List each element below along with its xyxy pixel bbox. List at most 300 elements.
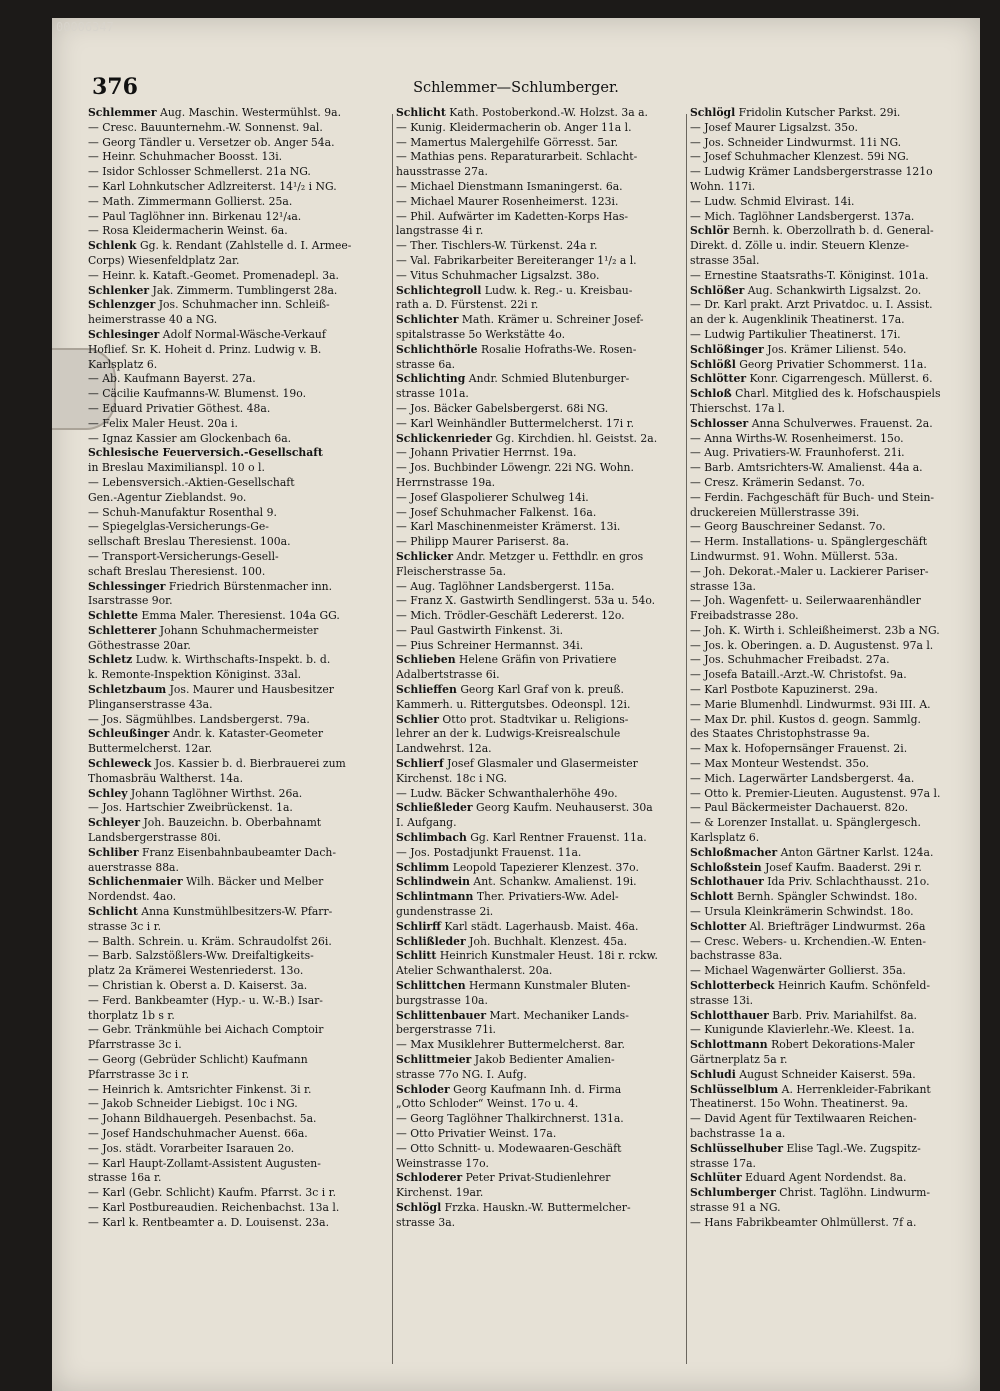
entry-text: — Vitus Schuhmacher Ligsalzst. 38o. [396,268,600,282]
entry-text: Fleischerstrasse 5a. [396,564,506,578]
entry-surname: Schlenker [88,283,150,297]
directory-line [396,920,682,935]
directory-line [396,964,682,979]
entry-surname: Schlicht [396,106,446,119]
directory-line [88,269,388,284]
entry-surname: Schletzbaum [88,683,167,697]
entry-text: burgstrasse 10a. [396,993,488,1007]
entry-text: — David Agent für Textilwaaren Reichen- [690,1112,917,1126]
directory-line [690,949,976,964]
entry-text: — Ludwig Partikulier Theatinerst. 17i. [690,327,901,341]
directory-line [88,1097,388,1112]
entry-text: — Ignaz Kassier am Glockenbach 6a. [88,431,292,445]
directory-line [88,150,388,165]
directory-line [88,284,388,299]
directory-line [88,1112,388,1127]
entry-text: Gärtnerplatz 5a r. [690,1053,788,1066]
entry-text: — Joh. Dekorat.-Maler u. Lackierer Pariser- [690,564,929,578]
directory-line [690,1112,976,1127]
entry-surname: Schlör [690,224,730,238]
entry-surname: Schlierf [396,757,444,771]
directory-line [88,1053,388,1068]
entry-text: thorplatz 1b s r. [88,1008,175,1022]
entry-surname: Schlenzger [88,298,156,312]
entry-text: an der k. Augenklinik Theatinerst. 17a. [690,313,905,327]
directory-line [88,1157,388,1172]
entry-text: — Spiegelglas-Versicherungs-Ge- [88,520,269,534]
directory-line [690,313,976,328]
directory-line [88,861,388,876]
entry-text: Gg. k. Rendant (Zahlstelle d. I. Armee- [139,239,352,253]
entry-text: Gen.-Agentur Zieblandst. 9o. [88,490,247,504]
directory-line [396,313,682,328]
entry-text: strasse 13i. [690,993,754,1007]
entry-text: Pfarrstrasse 3c i r. [88,1067,190,1081]
directory-line [690,580,976,595]
entry-text: Georg Kaufm. Neuhauserst. 30a [476,801,653,815]
directory-line [690,609,976,624]
directory-line [88,506,388,521]
entry-text: — Phil. Aufwärter im Kadetten-Korps Has- [396,209,629,223]
directory-line [690,861,976,876]
entry-text: Andr. k. Kataster-Geometer [172,727,324,741]
directory-line [88,402,388,417]
entry-text: spitalstrasse 5o Werkstätte 4o. [396,327,566,341]
entry-text: Nordendst. 4ao. [88,890,177,904]
entry-text: Konr. Cigarrengesch. Müllerst. 6. [749,372,933,386]
directory-line [396,594,682,609]
directory-line [396,1009,682,1024]
entry-text: — Heinrich k. Amtsrichter Finkenst. 3i r. [88,1082,312,1096]
entry-text: schaft Breslau Theresienst. 100. [88,564,266,578]
entry-text: gundenstrasse 2i. [396,905,494,919]
entry-text: — Jos. Hartschier Zweibrückenst. 1a. [88,801,293,815]
directory-line [88,639,388,654]
directory-line [88,713,388,728]
directory-line [88,935,388,950]
directory-line [396,254,682,269]
entry-surname: Schlimbach [396,831,467,845]
directory-line [88,1083,388,1098]
entry-text: Christ. Taglöhn. Lindwurm- [779,1186,930,1200]
entry-surname: Schlichting [396,372,466,386]
directory-line [88,372,388,387]
entry-surname: Schlickenrieder [396,431,492,445]
directory-line [690,1171,976,1186]
directory-line [396,713,682,728]
entry-text: — Hans Fabrikbeamter Ohlmüllerst. 7f a. [690,1215,917,1229]
entry-text: Kammerh. u. Rittergutsbes. Odeonspl. 12i. [396,697,631,711]
entry-text: Isarstrasse 9or. [88,594,173,608]
entry-text: — Jos. Sägmühlbes. Landsbergerst. 79a. [88,712,310,726]
entry-text: Landwehrst. 12a. [396,742,492,756]
entry-surname: Schlitt [396,949,437,963]
entry-text: Bernh. Spängler Schwindst. 18o. [736,890,918,904]
entry-surname: Schlittenbauer [396,1008,487,1022]
entry-text: — Mamertus Malergehilfe Görresst. 5ar. [396,135,619,149]
directory-line [690,106,976,121]
directory-line [396,1157,682,1172]
entry-text: Otto prot. Stadtvikar u. Religions- [442,712,629,726]
directory-line [690,372,976,387]
entry-text: — Joh. K. Wirth i. Schleißheimerst. 23b a NG. [690,623,940,637]
entry-text: — Isidor Schlosser Schmellerst. 21a NG. [88,165,311,179]
directory-page [52,18,980,1391]
directory-line [88,609,388,624]
entry-text: Gg. Karl Rentner Frauenst. 11a. [470,831,647,845]
directory-line [690,417,976,432]
entry-text: strasse 3a. [396,1215,456,1229]
entry-text: Hoflief. Sr. K. Hoheit d. Prinz. Ludwig v. B. [88,342,322,356]
entry-text: Adalbertstrasse 6i. [396,668,500,682]
directory-line [88,668,388,683]
directory-line [88,994,388,1009]
entry-text: in Breslau Maximilianspl. 10 o l. [88,461,265,475]
directory-line [690,1038,976,1053]
entry-text: — Marie Blumenhdl. Lindwurmst. 93i III. A. [690,697,931,711]
directory-line [690,387,976,402]
entry-text: — Paul Bäckermeister Dachauerst. 82o. [690,801,908,815]
entry-text: bachstrasse 83a. [690,949,783,963]
entry-surname: Schloßstein [690,860,762,874]
directory-line [690,816,976,831]
entry-text: Karlsplatz 6. [88,357,158,371]
entry-text: Landsbergerstrasse 80i. [88,831,221,845]
entry-text: — Jos. städt. Vorarbeiter Isarauen 2o. [88,1141,295,1155]
directory-line [88,1068,388,1083]
entry-text: — Jos. Schneider Lindwurmst. 11i NG. [690,135,902,149]
column-rule [392,114,393,1364]
entry-text: Lindwurmst. 91. Wohn. Müllerst. 53a. [690,549,898,563]
entry-surname: Schloderer [396,1171,463,1185]
directory-line [396,816,682,831]
entry-surname: Schlette [88,609,139,623]
directory-line [396,210,682,225]
directory-line [690,343,976,358]
entry-text: strasse 91 a NG. [690,1200,781,1214]
entry-surname: Schlichter [396,313,459,327]
entry-text: — Val. Fabrikarbeiter Bereiteranger 1¹/₂ a l. [396,253,637,267]
entry-text: — Cresz. Krämerin Sedanst. 7o. [690,475,865,489]
entry-text: platz 2a Krämerei Westenriederst. 13o. [88,964,304,978]
directory-line [396,698,682,713]
directory-line [88,210,388,225]
entry-text: Herrnstrasse 19a. [396,475,496,489]
entry-text: Plinganserstrasse 43a. [88,697,213,711]
entry-text: — Ernestine Staatsraths-T. Königinst. 101a. [690,268,929,282]
directory-line [88,520,388,535]
entry-text: „Otto Schloder“ Weinst. 17o u. 4. [396,1097,579,1111]
directory-line [396,890,682,905]
entry-text: Ludw. k. Wirthschafts-Inspekt. b. d. [135,653,331,667]
directory-line [396,624,682,639]
entry-text: Robert Dekorations-Maler [771,1038,915,1052]
directory-line [396,343,682,358]
directory-line [690,476,976,491]
directory-line [396,846,682,861]
entry-text: lehrer an der k. Ludwigs-Kreisrealschule [396,727,621,741]
directory-line [88,180,388,195]
entry-text: — Heinr. Schuhmacher Boosst. 13i. [88,150,283,164]
entry-text: hausstrasse 27a. [396,165,488,179]
directory-line [88,1009,388,1024]
directory-line [690,491,976,506]
entry-text: — Karl Postbote Kapuzinerst. 29a. [690,683,878,697]
directory-line [396,106,682,121]
directory-line [396,831,682,846]
directory-line [396,180,682,195]
entry-surname: Schlötter [690,372,747,386]
entry-surname: Schlüsselhuber [690,1141,784,1155]
entry-text: auerstrasse 88a. [88,860,179,874]
entry-surname: Schlicht [88,905,138,919]
directory-line [88,461,388,476]
directory-line [396,1171,682,1186]
running-head: Schlemmer—Schlumberger. [413,80,619,96]
entry-text: Karl städt. Lagerhausb. Maist. 46a. [444,919,639,933]
directory-line [396,358,682,373]
entry-surname: Schlüter [690,1171,742,1185]
entry-text: Andr. Metzger u. Fetthdlr. en gros [456,549,644,563]
entry-surname: Schlicker [396,549,454,563]
directory-line [690,787,976,802]
directory-line [396,461,682,476]
directory-line [396,683,682,698]
directory-line [396,550,682,565]
directory-line [88,949,388,964]
entry-text: Mart. Mechaniker Lands- [489,1008,629,1022]
directory-line [690,698,976,713]
entry-surname: Schlimm [396,860,450,874]
directory-line [690,979,976,994]
entry-text: — Heinr. k. Kataft.-Geomet. Promenadepl. 3a. [88,268,339,282]
entry-text: — Kunig. Kleidermacherin ob. Anger 11a l. [396,120,632,134]
entry-text: Direkt. d. Zölle u. indir. Steuern Klenze- [690,239,909,253]
directory-line [88,580,388,595]
entry-text: August Schneider Kaiserst. 59a. [739,1067,916,1081]
directory-line [690,1157,976,1172]
entry-text: — Ther. Tischlers-W. Türkenst. 24a r. [396,239,598,253]
directory-line [690,1201,976,1216]
directory-line [690,165,976,180]
directory-line [88,1186,388,1201]
entry-text: — Schuh-Manufaktur Rosenthal 9. [88,505,277,519]
directory-line [396,653,682,668]
directory-line [396,1201,682,1216]
directory-line [396,787,682,802]
entry-surname: Schlosser [690,416,749,430]
entry-text: A. Herrenkleider-Fabrikant [781,1082,931,1096]
entry-text: strasse 77o NG. I. Aufg. [396,1067,527,1081]
entry-surname: Schlittchen [396,979,466,993]
entry-text: — Josef Maurer Ligsalzst. 35o. [690,120,858,134]
entry-text: — Otto k. Premier-Lieuten. Augustenst. 97a l. [690,786,941,800]
entry-text: Jos. Schuhmacher inn. Schleiß- [158,298,330,312]
entry-text: — Ludw. Bäcker Schwanthalerhöhe 49o. [396,786,618,800]
directory-line [690,195,976,210]
entry-text: — Mich. Lagerwärter Landsbergerst. 4a. [690,771,915,785]
directory-line [690,358,976,373]
entry-text: — Transport-Versicherungs-Gesell- [88,549,279,563]
entry-text: — Josefa Bataill.-Arzt.-W. Christofst. 9a. [690,668,907,682]
entry-text: — Jos. k. Oberingen. a. D. Augustenst. 97a l. [690,638,934,652]
entry-text: — Michael Maurer Rosenheimerst. 123i. [396,194,619,208]
directory-line [88,1171,388,1186]
directory-line [690,328,976,343]
directory-line [396,1083,682,1098]
entry-text: — Johann Privatier Herrnst. 19a. [396,446,577,460]
entry-text: rath a. D. Fürstenst. 22i r. [396,298,539,312]
entry-text: — Ferd. Bankbeamter (Hyp.- u. W.-B.) Isar- [88,993,323,1007]
entry-text: Joh. Bauzeichn. b. Oberbahnamt [143,816,322,830]
entry-text: — Pius Schreiner Hermannst. 34i. [396,638,584,652]
directory-line [690,446,976,461]
entry-text: — Math. Zimmermann Gollierst. 25a. [88,194,293,208]
entry-text: — Michael Wagenwärter Gollierst. 35a. [690,964,906,978]
directory-line [690,1023,976,1038]
entry-text: — Karl Postbureaudien. Reichenbachst. 13a l. [88,1200,340,1214]
entry-text: — Max Monteur Westendst. 35o. [690,757,869,771]
entry-text: Friedrich Bürstenmacher inn. [168,579,333,593]
entry-surname: Schloder [396,1082,450,1096]
column-2 [396,106,682,1231]
directory-line [690,713,976,728]
entry-text: — Philipp Maurer Pariserst. 8a. [396,535,570,549]
entry-surname: Schlittmeier [396,1053,472,1066]
directory-line [690,210,976,225]
directory-line [396,757,682,772]
entry-text: Atelier Schwanthalerst. 20a. [396,964,553,978]
entry-text: Frzka. Hauskn.-W. Buttermelcher- [444,1200,631,1214]
entry-surname: Schlessinger [88,579,166,593]
entry-text: — Jos. Postadjunkt Frauenst. 11a. [396,845,582,859]
directory-line [88,727,388,742]
directory-line [396,1053,682,1068]
directory-line [396,772,682,787]
directory-line [88,757,388,772]
directory-line [88,535,388,550]
directory-line [88,432,388,447]
entry-text: — Ab. Kaufmann Bayerst. 27a. [88,372,256,386]
directory-line [88,787,388,802]
entry-text: Kirchenst. 18c i NG. [396,771,507,785]
directory-line [88,1142,388,1157]
entry-surname: Schlißleder [396,934,466,948]
directory-line [690,920,976,935]
entry-text: Thomasbräu Waltherst. 14a. [88,771,244,785]
directory-line [396,668,682,683]
entry-text: — Mich. Taglöhner Landsbergerst. 137a. [690,209,915,223]
entry-text: Heinrich Kaufm. Schönfeld- [777,979,931,993]
entry-text: — Michael Dienstmann Ismaningerst. 6a. [396,179,623,193]
directory-line [690,136,976,151]
entry-text: — Balth. Schrein. u. Kräm. Schraudolfst 26i. [88,934,332,948]
entry-text: Franz Eisenbahnbaubeamter Dach- [141,845,336,859]
entry-text: Göthestrasse 20ar. [88,638,191,652]
directory-line [690,875,976,890]
directory-line [88,254,388,269]
directory-line [396,476,682,491]
entry-text: heimerstrasse 40 a NG. [88,313,218,327]
entry-text: — Otto Privatier Weinst. 17a. [396,1126,557,1140]
entry-text: — Felix Maler Heust. 20a i. [88,416,238,430]
directory-line [690,180,976,195]
entry-text: — Karl Weinhändler Buttermelcherst. 17i r. [396,416,635,430]
entry-surname: Schlögl [396,1200,442,1214]
directory-line [396,979,682,994]
entry-text: — Max Musiklehrer Buttermelcherst. 8ar. [396,1038,625,1052]
entry-text: sellschaft Breslau Theresienst. 100a. [88,535,291,549]
directory-line [396,727,682,742]
directory-line [396,1142,682,1157]
directory-line [396,328,682,343]
directory-line [396,1097,682,1112]
entry-surname: Schludi [690,1067,736,1081]
entry-text: — Josef Glaspolierer Schulweg 14i. [396,490,589,504]
directory-line [690,994,976,1009]
entry-text: — Ludwig Krämer Landsbergerstrasse 121o [690,165,933,179]
directory-line [690,432,976,447]
entry-surname: Schlesische Feuerversich.-Gesellschaft [88,446,323,460]
entry-text: — Max k. Hofopernsänger Frauenst. 2i. [690,742,908,756]
entry-surname: Schletz [88,653,133,667]
directory-line [396,136,682,151]
entry-text: — Cresc. Webers- u. Krchendien.-W. Enten- [690,934,927,948]
directory-line [88,772,388,787]
entry-text: Ida Priv. Schlachthausst. 21o. [767,875,930,889]
directory-line [396,535,682,550]
entry-text: Andr. Schmied Blutenburger- [468,372,630,386]
directory-line [88,417,388,432]
directory-line [396,875,682,890]
entry-text: — Anna Wirths-W. Rosenheimerst. 15o. [690,431,904,445]
directory-line [88,816,388,831]
directory-line [396,491,682,506]
entry-text: — Cäcilie Kaufmanns-W. Blumenst. 19o. [88,387,307,401]
entry-text: — Georg Taglöhner Thalkirchnerst. 131a. [396,1112,624,1126]
entry-text: Jakob Bedienter Amalien- [474,1053,615,1066]
entry-surname: Schlieffen [396,683,457,697]
directory-line [396,446,682,461]
entry-text: — Georg (Gebrüder Schlicht) Kaufmann [88,1053,308,1066]
entry-text: strasse 16a r. [88,1171,162,1185]
entry-text: — Karl Maschinenmeister Krämerst. 13i. [396,520,621,534]
directory-line [396,742,682,757]
directory-line [690,727,976,742]
directory-line [396,432,682,447]
entry-text: — Aug. Privatiers-W. Fraunhoferst. 21i. [690,446,905,460]
entry-text: strasse 6a. [396,357,456,371]
directory-line [690,224,976,239]
directory-line [88,683,388,698]
directory-line [88,224,388,239]
entry-text: Hermann Kunstmaler Bluten- [468,979,631,993]
directory-line [690,535,976,550]
directory-line [690,639,976,654]
entry-surname: Schloßmacher [690,845,778,859]
directory-line [88,298,388,313]
entry-text: Heinrich Kunstmaler Heust. 18i r. rckw. [439,949,658,963]
directory-line [690,239,976,254]
entry-text: Corps) Wiesenfeldplatz 2ar. [88,253,240,267]
entry-text: — Paul Gastwirth Finkenst. 3i. [396,623,564,637]
directory-line [396,861,682,876]
entry-text: Pfarrstrasse 3c i. [88,1038,182,1052]
entry-text: — Barb. Salzstößlers-Ww. Dreifaltigkeits- [88,949,314,963]
directory-line [88,1201,388,1216]
entry-text: Buttermelcherst. 12ar. [88,742,213,756]
entry-text: — Johann Bildhauergeh. Pesenbachst. 5a. [88,1112,317,1126]
